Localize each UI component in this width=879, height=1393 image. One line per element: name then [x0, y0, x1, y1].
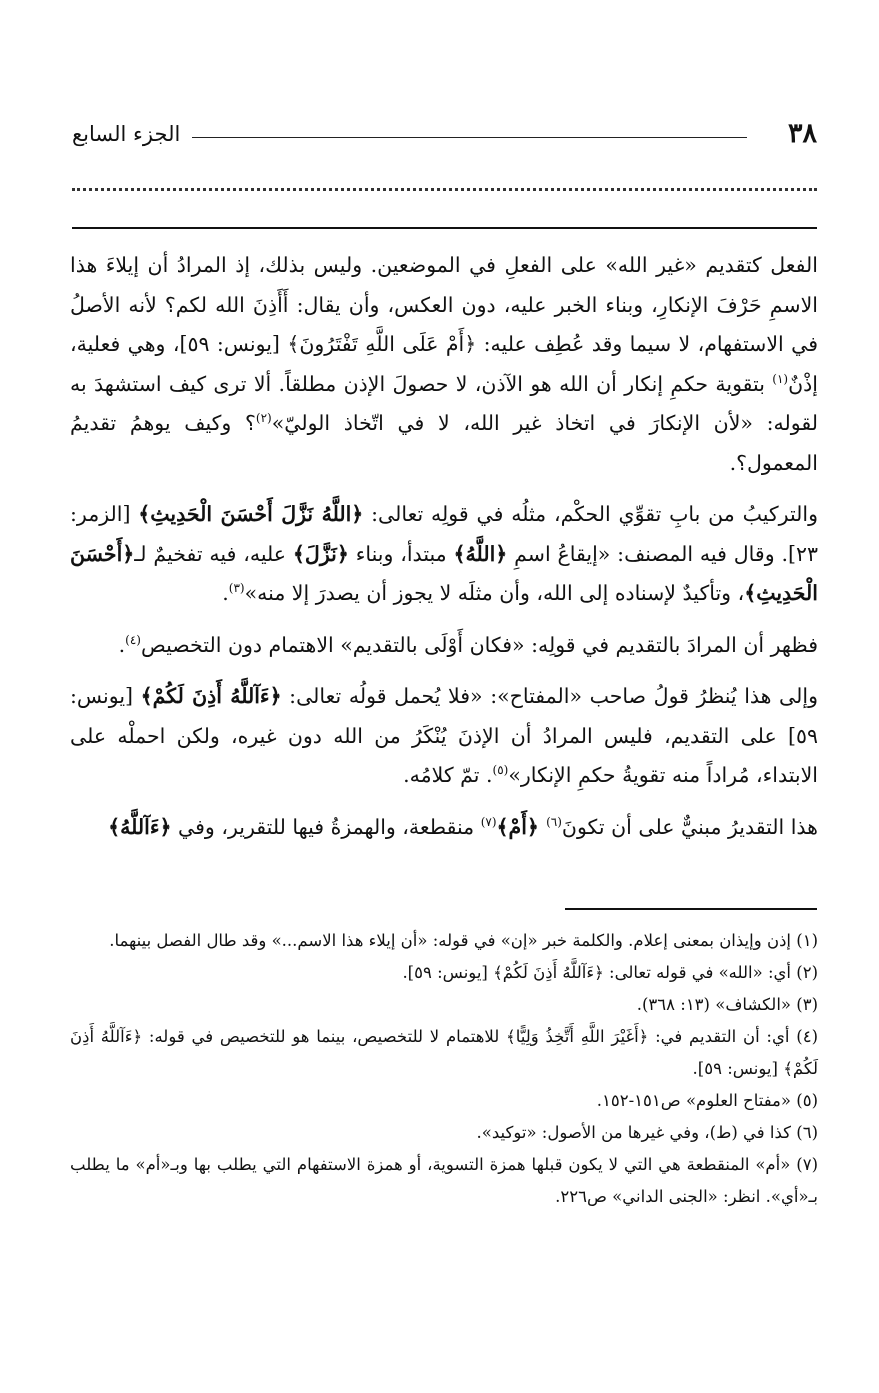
header-rule — [192, 137, 747, 138]
quran-quote: ﴿اللَّهُ﴾ — [453, 541, 508, 566]
footnote-3: (٣) «الكشاف» (١٣: ٣٦٨). — [636, 995, 818, 1014]
footnote-1: (١) إذن وإيذان بمعنى إعلام. والكلمة خبر «إن» في قوله: «أن إيلاء هذا الاسم...» وقد طال الفصل بينهما. — [109, 931, 818, 950]
footnote-2: (٢) أي: «الله» في قوله تعالى: ﴿ءَآللَّهُ أَذِنَ لَكُمْ﴾ [يونس: ٥٩]. — [402, 963, 818, 982]
dotted-divider — [72, 188, 817, 211]
footnote-6: (٦) كذا في (ط)، وفي غيرها من الأصول: «توكيد». — [476, 1123, 818, 1142]
footnote-separator — [565, 908, 817, 910]
paragraph-4: وإلى هذا يُنظرُ قولُ صاحب «المفتاح»: «فلا يُحمل قولُه تعالى: ﴿ءَآللَّهُ أَذِنَ لَكُمْ﴾ [يونس: ٥٩] على التقديم، فليس المرادُ أن الإذنَ يُنْكَرُ من الله دون غيره، ولكن احملْه على الابتداء، مُراداً منه تقويةُ حكمِ الإنكار»$^{(٥)}$. تمّ كلامُه. — [70, 684, 818, 787]
page-number: ٣٨ — [787, 118, 817, 149]
paragraph-3: فظهر أن المرادَ بالتقديم في قولِه: «فكان أَوْلَى بالتقديم» الاهتمام دون التخصيص$^{(٤)}$. — [118, 632, 818, 657]
quran-quote: ﴿ءَآللَّهُ أَذِنَ لَكُمْ﴾ — [140, 684, 282, 708]
quran-quote: ﴿أَمْ﴾ — [496, 814, 547, 839]
paragraph-1: الفعل كتقديم «غير الله» على الفعلِ في الموضعين. وليس بذلك، إذ المرادُ أن إيلاءَ هذا الاسمِ حَرْفَ الإنكارِ، وبناء الخبر عليه، دون العكس، وأن يقال: أَأَذِنَ الله لكم؟ لأنه الأصلُ في الاستفهام، لا سيما وقد عُطِف عليه: ﴿أَمْ عَلَى اللَّهِ تَفْتَرُونَ﴾ [يونس: ٥٩]، وهي فعلية، إذْنٌ$^{(١)}$ بتقوية حكمِ إنكار أن الله هو الآذن، لا حصولَ الإذن مطلقاً. ألا ترى كيف استشهدَ به لقوله: «لأن الإنكارَ في اتخاذ غير الله، لا في اتّخاذ الوليّ»$^{(٢)}$؟ وكيف يوهمُ تقديمُ المعمول؟. — [70, 253, 818, 475]
footnotes — [70, 925, 818, 1213]
running-header — [72, 118, 817, 158]
paragraph-5: هذا التقديرُ مبنيٌّ على أن تكونَ$^{(٦)}$ ﴿أَمْ﴾$^{(٧)}$ منقطعة، والهمزةُ فيها للتقرير، وفي ﴿ءَآللَّهُ﴾ — [108, 814, 818, 839]
part-title: الجزء السابع — [72, 122, 181, 146]
quran-quote: ﴿أَحْسَنَ الْحَدِيثِ﴾ — [70, 541, 818, 605]
footnote-7: (٧) «أم» المنقطعة هي التي لا يكون قبلها همزة التسوية، أو همزة الاستفهام التي يطلب بها وبـ«أم» ما يطلب بـ«أي». انظر: «الجنى الداني» ص٢٢٦. — [70, 1155, 818, 1206]
quran-quote: ﴿نَزَّلَ﴾ — [292, 541, 349, 566]
header-underline — [72, 227, 817, 229]
main-text — [70, 246, 818, 859]
quran-quote: ﴿اللَّهُ نَزَّلَ أَحْسَنَ الْحَدِيثِ﴾ — [138, 502, 364, 526]
footnote-5: (٥) «مفتاح العلوم» ص١٥١-١٥٢. — [596, 1091, 818, 1110]
footnote-4: (٤) أي: أن التقديم في: ﴿أَغَيْرَ اللَّهِ أَتَّخِذُ وَلِيًّا﴾ للاهتمام لا للتخصيص، بينما هو للتخصيص في قوله: ﴿ءَآللَّهُ أَذِنَ لَكُمْ﴾ [يونس: ٥٩]. — [70, 1027, 818, 1078]
paragraph-2: والتركيبُ من بابِ تقوِّي الحكْم، مثلُه في قولِه تعالى: ﴿اللَّهُ نَزَّلَ أَحْسَنَ الْحَدِيثِ﴾ [الزمر: ٢٣]. وقال فيه المصنف: «إيقاعُ اسمِ ﴿اللَّهُ﴾ مبتدأ، وبناء ﴿نَزَّلَ﴾ عليه، فيه تفخيمٌ لـ﴿أَحْسَنَ الْحَدِيثِ﴾، وتأكيدٌ لإسناده إلى الله، وأن مثلَه لا يجوز أن يصدرَ إلا منه»$^{(٣)}$. — [70, 502, 818, 605]
quran-quote: ﴿ءَآللَّهُ﴾ — [108, 814, 172, 839]
